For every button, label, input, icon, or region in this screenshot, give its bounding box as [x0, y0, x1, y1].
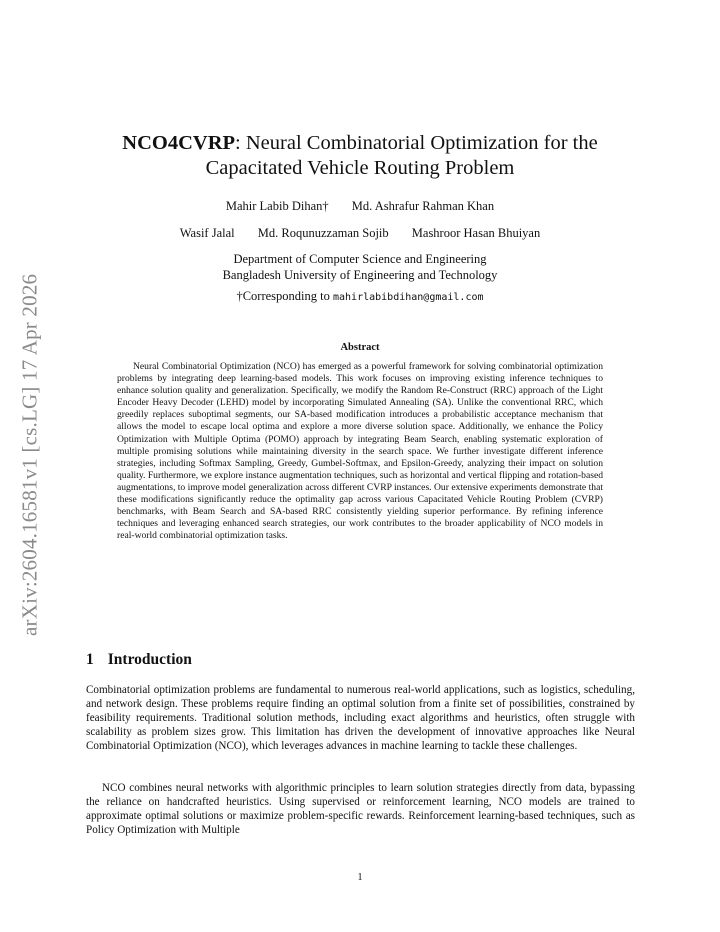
author-name: Md. Ashrafur Rahman Khan: [351, 199, 495, 213]
paper-title: [90, 131, 630, 181]
paper-title-rest: : Neural Combinatorial Optimization for the Capacitated Vehicle Routing Problem: [205, 132, 598, 179]
author-name: Mashroor Hasan Bhuiyan: [411, 226, 541, 240]
corresponding-email: mahirlabibdihan@gmail.com: [333, 292, 484, 303]
section-title: Introduction: [107, 651, 192, 668]
corresponding-author-line: [90, 288, 630, 306]
university-line: Bangladesh University of Engineering and Technology: [222, 268, 498, 282]
author-name: Wasif Jalal: [179, 226, 235, 240]
body-paragraph: NCO combines neural networks with algorithmic principles to learn solution strategies directly from data, bypassing the reliance on handcrafted heuristics. Using supervised or reinforcement learning, NCO models are trained to approximate optimal solutions or maximize problem-specific rewards. Reinforcement learning-based techniques, such as Policy Optimization with Multiple: [86, 782, 635, 837]
corresponding-prefix: †Corresponding to: [236, 289, 333, 303]
authors-row-2: [90, 226, 630, 241]
arxiv-identifier-stamp: arXiv:2604.16581v1 [cs.LG] 17 Apr 2026: [17, 273, 42, 637]
authors-row-1: [90, 199, 630, 214]
section-heading: [86, 651, 192, 669]
body-paragraph: Combinatorial optimization problems are fundamental to numerous real-world applications, such as logistics, scheduling, and network design. These problems require finding an optimal solution from a finite set of possibilities, constrained by feasibility requirements. Traditional solution methods, including exact algorithms and heuristics, often struggle with scalability as problem sizes grow. This limitation has driven the development of innovative approaches like Neural Combinatorial Optimization (NCO), which leverages advances in machine learning to tackle these challenges.: [86, 684, 635, 753]
author-name: Mahir Labib Dihan†: [225, 199, 329, 213]
abstract-text: Neural Combinatorial Optimization (NCO) has emerged as a powerful framework for solving combinatorial optimization problems by integrating deep learning-based models. This work focuses on improving existing inference techniques to enhance solution quality and generalization. Specifically, we modify the Random Re-Construct (RRC) approach of the Light Encoder Heavy Decoder (LEHD) model by incorporating Simulated Annealing (SA). Unlike the conventional RRC, which greedily replaces suboptimal segments, our SA-based modification introduces a probabilistic acceptance mechanism that allows the model to escape local optima and explore a more diverse solution space. Additionally, we enhance the Policy Optimization with Multiple Optima (POMO) approach by integrating Beam Search, enabling systematic exploration of multiple promising solutions while maintaining diversity in the search space. We further investigate different inference strategies, including Softmax Sampling, Greedy, Gumbel-Softmax, and Epsilon-Greedy, analyzing their impact on solution quality. Furthermore, we explore instance augmentation techniques, such as horizontal and vertical flipping and rotation-based augmentations, to improve model generalization across different CVRP instances. Our extensive experiments demonstrate that these modifications significantly reduce the optimality gap across various Capacitated Vehicle Routing Problem (CVRP) benchmarks, with Beam Search and SA-based RRC consistently yielding superior performance. By refining inference techniques and leveraging enhanced search strategies, our work contributes to the broader applicability of NCO models in real-world combinatorial optimization tasks.: [117, 361, 603, 542]
page-number: 1: [357, 872, 363, 883]
paper-title-acronym: NCO4CVRP: [122, 132, 236, 154]
author-name: Md. Roqunuzzaman Sojib: [257, 226, 389, 240]
section-number: 1: [86, 651, 94, 668]
department-line: Department of Computer Science and Engineering: [233, 252, 487, 266]
affiliation-block: [90, 251, 630, 306]
abstract-heading: Abstract: [340, 342, 380, 353]
